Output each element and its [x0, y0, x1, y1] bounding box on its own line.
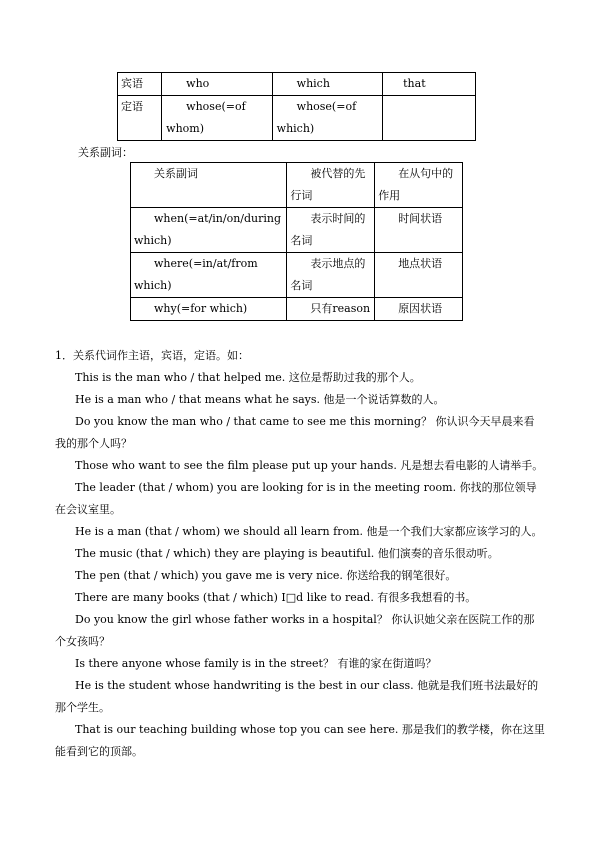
cell-text: 被代替的先行词 — [290, 167, 366, 202]
cell-text: whose(=of whom) — [166, 100, 246, 135]
table-cell — [162, 96, 272, 141]
example-sentence: The music (that / which) they are playing is beautiful. 他们演奏的音乐很动听。 — [75, 547, 499, 560]
example-sentence: Those who want to see the film please put up your hands. 凡是想去看电影的人请举手。 — [75, 459, 544, 472]
table-cell — [131, 163, 287, 208]
table-cell — [383, 96, 476, 141]
table-row — [131, 298, 463, 321]
section-label: 关系副词： — [78, 146, 133, 159]
section-heading: 1．关系代词作主语，宾语，定语。如： — [55, 349, 249, 362]
example-sentence: The leader (that / whom) you are looking for is in the meeting room. 你找的那位领导在会议室里。 — [55, 481, 537, 516]
cell-text: 地点状语 — [398, 257, 443, 270]
table-cell — [287, 253, 375, 298]
example-sentence: Is there anyone whose family is in the street？ 有谁的家在街道吗？ — [75, 657, 437, 670]
table-cell: 定语 — [118, 96, 162, 141]
cell-text: why(=for which) — [154, 302, 248, 315]
table-row — [131, 163, 463, 208]
table-cell — [131, 298, 287, 321]
example-sentence: This is the man who / that helped me. 这位是帮助过我的那个人。 — [75, 371, 421, 384]
document-body — [55, 345, 545, 763]
cell-text: 只有reason — [310, 302, 371, 315]
table-cell: 宾语 — [118, 73, 162, 96]
table-cell — [375, 163, 463, 208]
example-sentence: He is a man who / that means what he says. 他是一个说话算数的人。 — [75, 393, 445, 406]
example-sentence: He is a man (that / whom) we should all learn from. 他是一个我们大家都应该学习的人。 — [75, 525, 543, 538]
table-cell — [287, 298, 375, 321]
table-row — [131, 208, 463, 253]
table-cell — [375, 298, 463, 321]
cell-text: 在从句中的作用 — [378, 167, 454, 202]
table-cell — [287, 163, 375, 208]
relative-adverb-table — [130, 162, 463, 321]
example-sentence: There are many books (that / which) I□d like to read. 有很多我想看的书。 — [75, 591, 477, 604]
example-sentence: Do you know the girl whose father works in a hospital？ 你认识她父亲在医院工作的那个女孩吗？ — [55, 613, 535, 648]
cell-text: 表示地点的名词 — [290, 257, 366, 292]
table-row — [118, 96, 476, 141]
table-cell — [131, 208, 287, 253]
cell-text: when(=at/in/on/during which) — [134, 212, 282, 247]
example-sentence: Do you know the man who / that came to see me this morning？ 你认识今天早晨来看我的那个人吗？ — [55, 415, 535, 450]
example-sentence: That is our teaching building whose top you can see here. 那是我们的教学楼，你在这里能看到它的顶部。 — [55, 723, 545, 758]
cell-text: 原因状语 — [398, 302, 443, 315]
table-row — [131, 253, 463, 298]
table-cell — [272, 96, 382, 141]
table-cell — [375, 208, 463, 253]
cell-text: where(=in/at/from which) — [134, 257, 258, 292]
relative-pronoun-table — [117, 72, 476, 141]
cell-text: 时间状语 — [398, 212, 443, 225]
table-cell: that — [383, 73, 476, 96]
table-cell: which — [272, 73, 382, 96]
table-cell — [375, 253, 463, 298]
cell-text: whose(=of which) — [276, 100, 357, 135]
table-cell — [131, 253, 287, 298]
example-sentence: He is the student whose handwriting is the best in our class. 他就是我们班书法最好的那个学生。 — [55, 679, 539, 714]
cell-text: 表示时间的名词 — [290, 212, 366, 247]
example-sentence: The pen (that / which) you gave me is very nice. 你送给我的钢笔很好。 — [75, 569, 457, 582]
cell-text: 关系副词 — [154, 167, 198, 180]
table-cell — [287, 208, 375, 253]
table-row — [118, 73, 476, 96]
table-cell: who — [162, 73, 272, 96]
